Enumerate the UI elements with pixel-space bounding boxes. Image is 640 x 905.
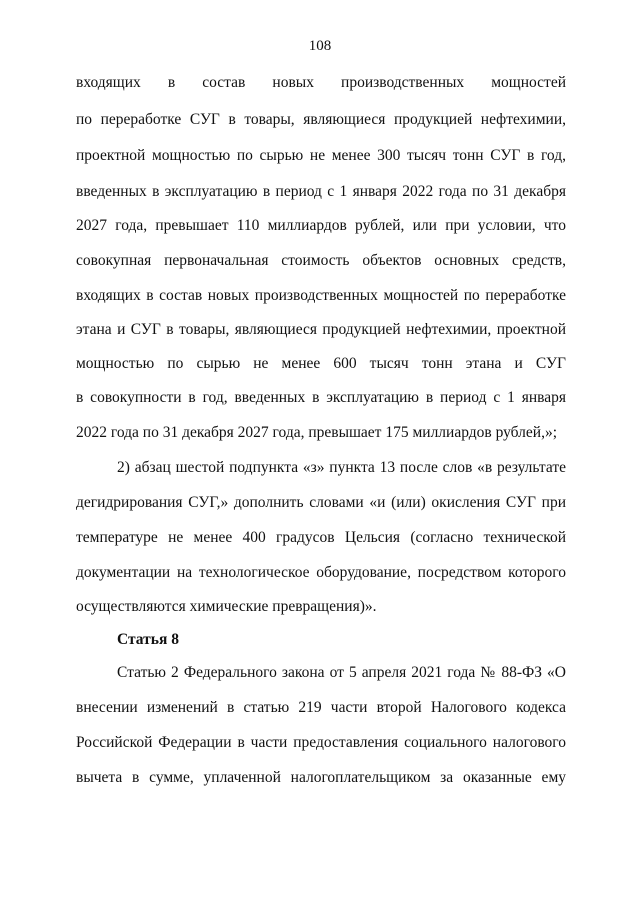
paragraph-2-line: дегидрирования СУГ,» дополнить словами «и (или) окисления СУГ при — [76, 494, 566, 511]
article-heading: Статья 8 — [117, 631, 179, 648]
paragraph-2-line: документации на технологическое оборудование, посредством которого — [76, 564, 566, 581]
page-number: 108 — [308, 38, 332, 54]
paragraph-1-line: 2022 года по 31 декабря 2027 года, превышает 175 миллиардов рублей,»; — [76, 424, 558, 441]
paragraph-1-line: мощностью по сырью не менее 600 тысяч тонн этана и СУГ — [76, 355, 566, 372]
paragraph-1-line: введенных в эксплуатацию в период с 1 января 2022 года по 31 декабря — [76, 183, 566, 200]
paragraph-3-line: Российской Федерации в части предоставления социального налогового — [76, 734, 566, 751]
paragraph-3-line: вычета в сумме, уплаченной налогоплательщиком за оказанные ему — [76, 769, 566, 786]
paragraph-3-line: внесении изменений в статью 219 части второй Налогового кодекса — [76, 699, 566, 716]
paragraph-1-line: входящих в состав новых производственных мощностей по переработке — [76, 287, 566, 304]
paragraph-1-line: совокупная первоначальная стоимость объектов основных средств, — [76, 252, 566, 269]
paragraph-1-line: 2027 года, превышает 110 миллиардов рублей, или при условии, что — [76, 217, 566, 234]
paragraph-1-line: входящих в состав новых производственных мощностей — [76, 74, 566, 91]
paragraph-2-line: осуществляются химические превращения)». — [76, 598, 377, 615]
paragraph-1-line: проектной мощностью по сырью не менее 300 тысяч тонн СУГ в год, — [76, 147, 566, 164]
paragraph-3-line: Статью 2 Федерального закона от 5 апреля 2021 года № 88-ФЗ «О — [117, 664, 566, 681]
paragraph-1-line: этана и СУГ в товары, являющиеся продукцией нефтехимии, проектной — [76, 321, 566, 338]
paragraph-2-line: температуре не менее 400 градусов Цельсия (согласно технической — [76, 529, 566, 546]
paragraph-1-line: в совокупности в год, введенных в эксплуатацию в период с 1 января — [76, 389, 566, 406]
paragraph-2-line: 2) абзац шестой подпункта «з» пункта 13 после слов «в результате — [117, 459, 566, 476]
paragraph-1-line: по переработке СУГ в товары, являющиеся продукцией нефтехимии, — [76, 111, 566, 128]
